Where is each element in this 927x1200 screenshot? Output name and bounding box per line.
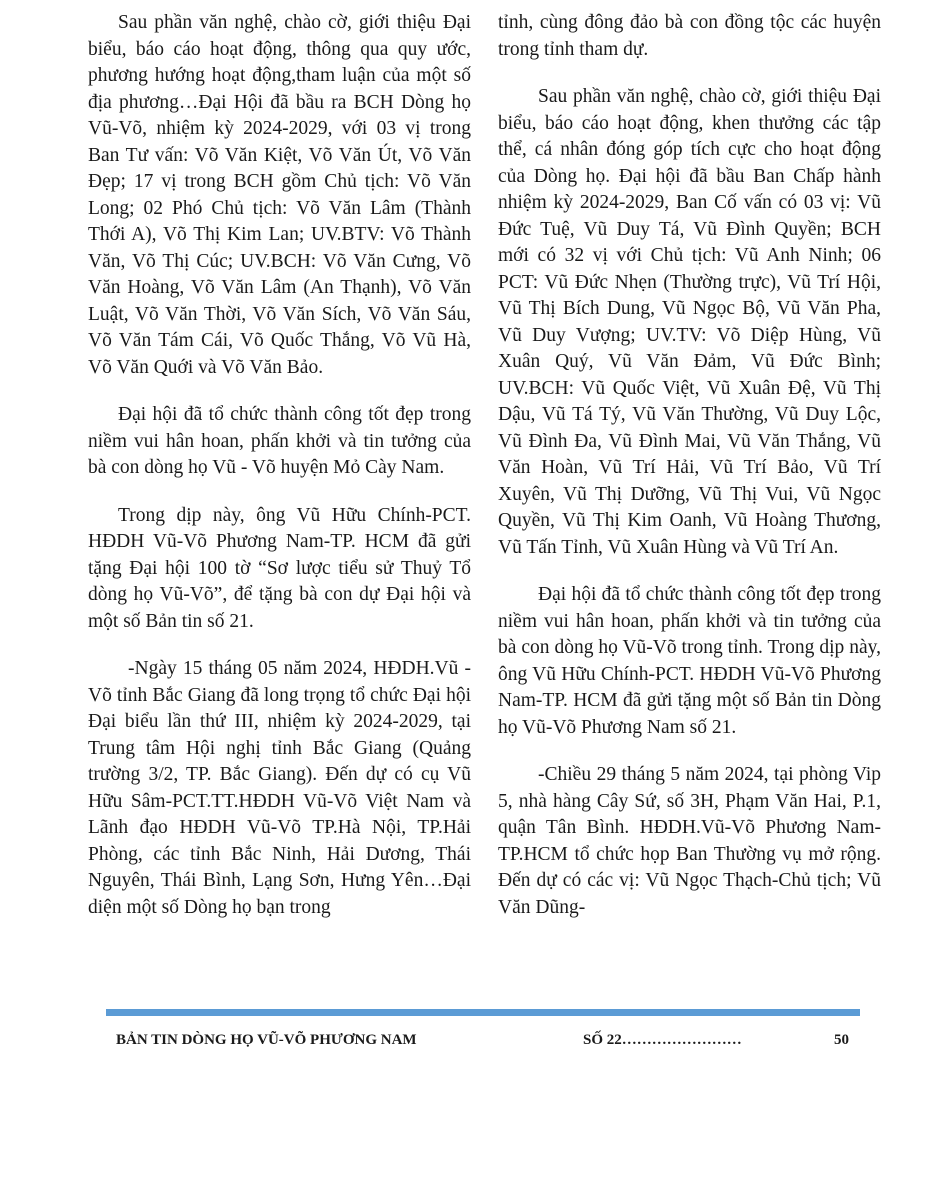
footer-divider <box>106 1009 860 1016</box>
paragraph: Sau phần văn nghệ, chào cờ, giới thiệu Đại biểu, báo cáo hoạt động, khen thưởng các tập thể, cá nhân đóng góp tích cực cho hoạt động của Dòng họ. Đại hội đã bầu Ban Chấp hành nhiệm kỳ 2024-2029, Ban Cố vấn có 03 vị: Vũ Đức Tuệ, Vũ Duy Tá, Vũ Đình Quyền; BCH mới có 32 vị với Chủ tịch: Vũ Anh Ninh; 06 PCT: Vũ Đức Nhẹn (Thường trực), Vũ Trí Hội, Vũ Thị Bích Dung, Vũ Ngọc Bộ, Vũ Văn Pha, Vũ Duy Vượng; UV.TV: Võ Diệp Hùng, Vũ Xuân Quý, Vũ Văn Đảm, Vũ Đức Bình; UV.BCH: Vũ Quốc Việt, Vũ Xuân Đệ, Vũ Thị Dậu, Vũ Tá Tý, Vũ Văn Thường, Vũ Duy Lộc, Vũ Đình Đa, Vũ Đình Mai, Vũ Văn Thắng, Vũ Văn Hoàn, Vũ Trí Hải, Vũ Trí Bảo, Vũ Trí Xuyên, Vũ Thị Dưỡng, Vũ Thị Vui, Vũ Ngọc Quyền, Vũ Thị Kim Oanh, Vũ Hoàng Thương, Vũ Tấn Tỉnh, Vũ Xuân Hùng và Vũ Trí An. <box>498 86 881 558</box>
issue-number: SỐ 22…………………… <box>583 1032 742 1048</box>
left-column <box>88 10 471 942</box>
paragraph: Trong dịp này, ông Vũ Hữu Chính-PCT. HĐDH Vũ-Võ Phương Nam-TP. HCM đã gửi tặng Đại hội 100 tờ “Sơ lược tiểu sử Thuỷ Tổ dòng họ Vũ-Võ”, để tặng bà con dự Đại hội và một số Bản tin số 21. <box>88 504 471 632</box>
paragraph: tỉnh, cùng đông đảo bà con đồng tộc các huyện trong tỉnh tham dự. <box>498 12 881 60</box>
paragraph: -Ngày 15 tháng 05 năm 2024, HĐDH.Vũ - Võ tỉnh Bắc Giang đã long trọng tổ chức Đại hội Đại biểu lần thứ III, nhiệm kỳ 2024-2029, tại Trung tâm Hội nghị tỉnh Bắc Giang (Quảng trường 3/2, TP. Bắc Giang). Đến dự có cụ Vũ Hữu Sâm-PCT.TT.HĐDH Vũ-Võ Việt Nam và Lãnh đạo HĐDH Vũ-Võ TP.Hà Nội, TP.Hải Phòng, các tỉnh Bắc Ninh, Hải Dương, Thái Nguyên, Thái Bình, Lạng Sơn, Hưng Yên…Đại diện một số Dòng họ bạn trong <box>88 658 471 918</box>
paragraph: Đại hội đã tổ chức thành công tốt đẹp trong niềm vui hân hoan, phấn khởi và tin tưởng của bà con dòng họ Vũ - Võ huyện Mỏ Cày Nam. <box>88 404 471 478</box>
newsletter-title: BẢN TIN DÒNG HỌ VŨ-VÕ PHƯƠNG NAM <box>116 1032 417 1048</box>
right-column <box>498 10 881 942</box>
paragraph: Đại hội đã tổ chức thành công tốt đẹp trong niềm vui hân hoan, phấn khởi và tin tưởng của bà con dòng họ Vũ-Võ trong tỉnh. Trong dịp này, ông Vũ Hữu Chính-PCT. HĐDH Vũ-Võ Phương Nam-TP. HCM đã gửi tặng một số Bản tin Dòng họ Vũ-Võ Phương Nam số 21. <box>498 584 881 738</box>
paragraph: Sau phần văn nghệ, chào cờ, giới thiệu Đại biểu, báo cáo hoạt động, thông qua quy ước, phương hướng hoạt động,tham luận của một số địa phương…Đại Hội đã bầu ra BCH Dòng họ Vũ-Võ, nhiệm kỳ 2024-2029, với 03 vị trong Ban Tư vấn: Võ Văn Kiệt, Võ Văn Út, Võ Văn Đẹp; 17 vị trong BCH gồm Chủ tịch: Võ Văn Long; 02 Phó Chủ tịch: Võ Văn Lâm (Thành Thới A), Võ Thị Kim Lan; UV.BTV: Võ Thành Văn, Võ Thị Cúc; UV.BCH: Võ Văn Cưng, Võ Văn Hoàng, Võ Văn Lâm (An Thạnh), Võ Văn Luật, Võ Văn Thời, Võ Văn Sích, Võ Văn Sáu, Võ Văn Tám Cái, Võ Quốc Thắng, Võ Vũ Hà, Võ Văn Quới và Võ Văn Bảo. <box>88 12 471 378</box>
paragraph: -Chiều 29 tháng 5 năm 2024, tại phòng Vip 5, nhà hàng Cây Sứ, số 3H, Phạm Văn Hai, P.1, quận Tân Bình. HĐDH.Vũ-Võ Phương Nam-TP.HCM tổ chức họp Ban Thường vụ mở rộng. Đến dự có các vị: Vũ Ngọc Thạch-Chủ tịch; Vũ Văn Dũng- <box>498 764 881 918</box>
page-footer <box>0 1032 927 1054</box>
page-number: 50 <box>834 1032 849 1048</box>
